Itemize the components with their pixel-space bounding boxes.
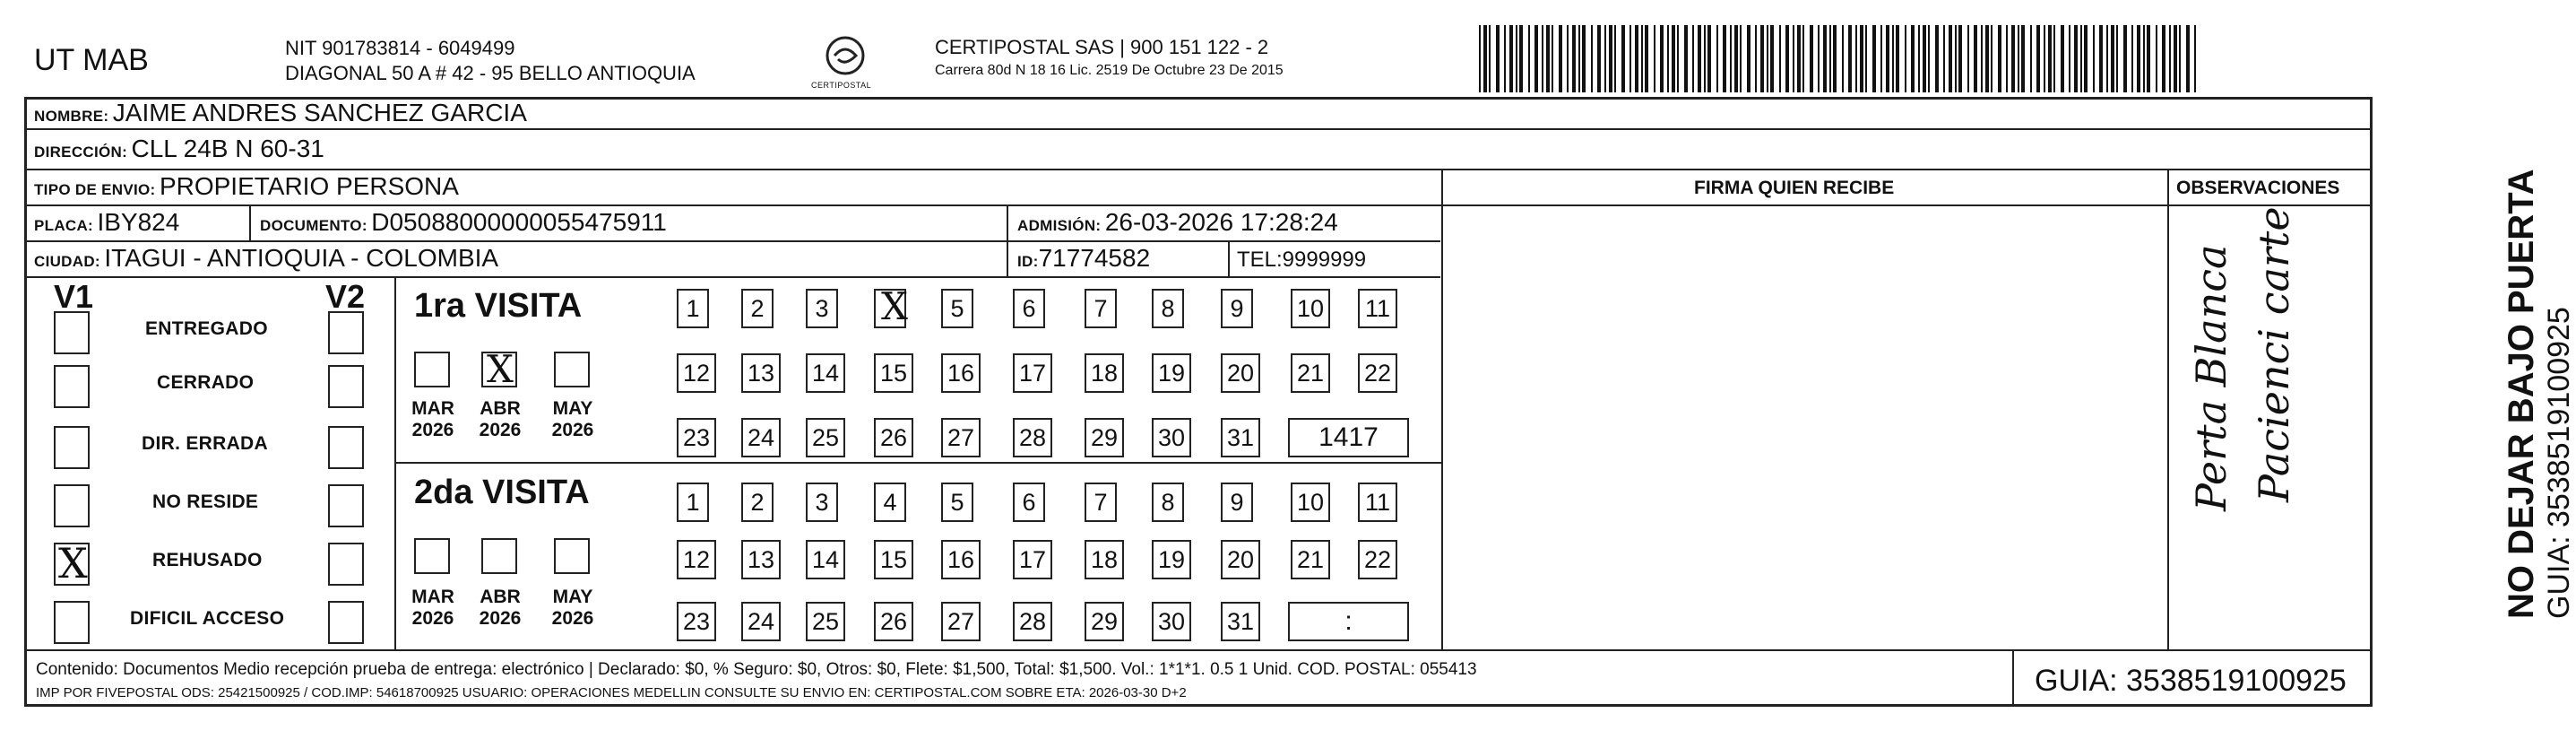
- day-box[interactable]: 8: [1152, 483, 1184, 522]
- side-guia: GUIA: 3538519100925: [2542, 307, 2576, 619]
- shipment-type: PROPIETARIO PERSONA: [159, 172, 459, 200]
- day-box[interactable]: 30: [1152, 418, 1191, 457]
- handwritten-note-1: Perta Blanca: [2187, 244, 2235, 511]
- v1-header: V1: [54, 278, 94, 315]
- day-box[interactable]: 1: [677, 289, 709, 328]
- day-box[interactable]: 19: [1152, 540, 1191, 579]
- day-box[interactable]: [874, 284, 908, 328]
- shipment-row: [34, 172, 459, 201]
- plate-cell: [34, 208, 179, 237]
- month-box[interactable]: [554, 538, 590, 574]
- day-box[interactable]: 6: [1013, 289, 1045, 328]
- status-option-label: REHUSADO: [152, 550, 263, 570]
- month-box[interactable]: [481, 347, 517, 391]
- v2-header: V2: [325, 278, 366, 315]
- company-nit: NIT 901783814 - 6049499: [285, 37, 515, 59]
- barcode: [1479, 25, 2196, 92]
- day-box[interactable]: 5: [941, 289, 973, 328]
- day-box[interactable]: 28: [1013, 418, 1052, 457]
- company-address: DIAGONAL 50 A # 42 - 95 BELLO ANTIOQUIA: [285, 62, 696, 84]
- v2-checkbox[interactable]: [328, 365, 364, 408]
- v2-checkbox[interactable]: [328, 484, 364, 527]
- day-box[interactable]: 16: [941, 353, 981, 393]
- v2-checkbox[interactable]: [328, 601, 364, 644]
- day-box[interactable]: 6: [1013, 483, 1045, 522]
- day-box[interactable]: 27: [941, 418, 981, 457]
- v2-checkbox[interactable]: [328, 426, 364, 469]
- admission-label: ADMISIÓN:: [1017, 217, 1102, 234]
- day-box[interactable]: 14: [806, 353, 845, 393]
- document-label: DOCUMENTO:: [260, 217, 367, 234]
- day-box[interactable]: 17: [1013, 353, 1052, 393]
- admission-value: 26-03-2026 17:28:24: [1104, 208, 1338, 236]
- month-label: MAY 2026: [551, 398, 594, 440]
- day-box[interactable]: 22: [1358, 353, 1397, 393]
- tel-value: TEL:9999999: [1237, 248, 1367, 272]
- city-label: CIUDAD:: [34, 253, 100, 270]
- first-visit-title: 1ra VISITA: [414, 287, 583, 325]
- city-value: ITAGUI - ANTIOQUIA - COLOMBIA: [104, 244, 499, 272]
- day-box[interactable]: 15: [874, 540, 913, 579]
- day-box[interactable]: 10: [1291, 289, 1330, 328]
- day-box[interactable]: 4: [874, 483, 906, 522]
- day-box[interactable]: 14: [806, 540, 845, 579]
- day-box[interactable]: 10: [1291, 483, 1330, 522]
- month-label: MAY 2026: [551, 587, 594, 629]
- company-name: UT MAB: [34, 43, 149, 77]
- day-box[interactable]: 24: [741, 602, 781, 641]
- day-box[interactable]: 3: [806, 289, 838, 328]
- day-box[interactable]: 7: [1085, 289, 1117, 328]
- day-box[interactable]: 25: [806, 418, 845, 457]
- second-visit-title: 2da VISITA: [414, 474, 590, 511]
- signature-header: FIRMA QUIEN RECIBE: [1694, 178, 1895, 198]
- day-box[interactable]: 30: [1152, 602, 1191, 641]
- day-box[interactable]: 26: [874, 418, 913, 457]
- day-box[interactable]: 13: [741, 540, 781, 579]
- id-value: 71774582: [1038, 244, 1151, 272]
- observations-header: OBSERVACIONES: [2176, 178, 2340, 198]
- day-box[interactable]: 18: [1085, 353, 1124, 393]
- day-box[interactable]: 23: [677, 418, 716, 457]
- day-box[interactable]: 19: [1152, 353, 1191, 393]
- month-box[interactable]: [414, 538, 450, 574]
- footer-print-info: IMP POR FIVEPOSTAL ODS: 25421500925 / COD.IMP: 54618700925 USUARIO: OPERACIONES MEDELLIN CONSULTE SU ENVIO EN: CERTIPOSTAL.COM SOBRE ETA: 2026-03-30 D+2: [36, 685, 1187, 700]
- status-option-label: ENTREGADO: [145, 318, 268, 339]
- status-option-label: CERRADO: [157, 372, 255, 393]
- month-label: MAR 2026: [411, 398, 454, 440]
- day-box[interactable]: 28: [1013, 602, 1052, 641]
- city-cell: [34, 244, 498, 273]
- carrier-name: CERTIPOSTAL SAS | 900 151 122 - 2: [935, 36, 1269, 58]
- address-label: DIRECCIÓN:: [34, 144, 128, 161]
- plate-value: IBY824: [97, 208, 180, 236]
- day-box[interactable]: 27: [941, 602, 981, 641]
- recipient-name: JAIME ANDRES SANCHEZ GARCIA: [112, 99, 527, 126]
- admission-cell: [1017, 208, 1338, 237]
- recipient-address: CLL 24B N 60-31: [131, 135, 324, 162]
- day-box[interactable]: 9: [1221, 483, 1253, 522]
- v1-checkbox[interactable]: [54, 484, 90, 527]
- month-check-mark: X: [487, 347, 514, 391]
- v1-checkbox[interactable]: [54, 539, 90, 587]
- day-box[interactable]: 26: [874, 602, 913, 641]
- month-box[interactable]: [554, 352, 590, 387]
- status-option-label: NO RESIDE: [152, 491, 259, 512]
- month-label: ABR 2026: [479, 587, 522, 629]
- status-option-label: DIFICIL ACCESO: [130, 608, 285, 629]
- day-box[interactable]: 9: [1221, 289, 1253, 328]
- document-value: D05088000000055475911: [371, 208, 667, 236]
- carrier-license: Carrera 80d N 18 16 Lic. 2519 De Octubre 23 De 2015: [935, 63, 1284, 78]
- name-label: NOMBRE:: [34, 108, 109, 125]
- month-label: MAR 2026: [411, 587, 454, 629]
- company-info: [285, 36, 696, 86]
- v1-checkbox[interactable]: [54, 311, 90, 354]
- v2-checkbox[interactable]: [328, 311, 364, 354]
- day-box[interactable]: 11: [1358, 289, 1397, 328]
- name-row: [34, 99, 527, 127]
- id-cell: [1017, 244, 1150, 273]
- second-visit-time-box[interactable]: :: [1288, 602, 1409, 641]
- first-visit-time-box[interactable]: 1417: [1288, 418, 1409, 457]
- day-box[interactable]: 21: [1291, 353, 1330, 393]
- day-box[interactable]: 20: [1221, 353, 1260, 393]
- logo-text: CERTIPOSTAL: [811, 81, 872, 90]
- day-box[interactable]: 31: [1221, 602, 1260, 641]
- status-option-label: DIR. ERRADA: [142, 433, 268, 454]
- v1-check-mark: X: [58, 539, 88, 587]
- day-check-mark: X: [881, 284, 908, 328]
- handwritten-note-2: Pacienci carte: [2250, 206, 2298, 502]
- day-box[interactable]: 8: [1152, 289, 1184, 328]
- day-box[interactable]: 31: [1221, 418, 1260, 457]
- day-box[interactable]: 21: [1291, 540, 1330, 579]
- day-box[interactable]: 12: [677, 540, 716, 579]
- day-box[interactable]: 12: [677, 353, 716, 393]
- plate-label: PLACA:: [34, 217, 94, 234]
- id-label: ID:: [1017, 253, 1039, 270]
- v1-checkbox[interactable]: [54, 426, 90, 469]
- day-box[interactable]: 2: [741, 289, 774, 328]
- v1-checkbox[interactable]: [54, 601, 90, 644]
- month-box[interactable]: [414, 352, 450, 387]
- day-box[interactable]: 7: [1085, 483, 1117, 522]
- day-box[interactable]: 29: [1085, 418, 1124, 457]
- day-box[interactable]: 29: [1085, 602, 1124, 641]
- day-box[interactable]: 5: [941, 483, 973, 522]
- day-box[interactable]: 1: [677, 483, 709, 522]
- footer-guia: GUIA: 3538519100925: [2035, 664, 2347, 698]
- day-box[interactable]: 25: [806, 602, 845, 641]
- day-box[interactable]: 2: [741, 483, 774, 522]
- day-box[interactable]: 24: [741, 418, 781, 457]
- footer-contents: Contenido: Documentos Medio recepción prueba de entrega: electrónico | Declarado: $0, % Seguro: $0, Otros: $0, Flete: $1,500, Total: $1,500. Vol.: 1*1*1. 0.5 1 Unid. COD. POSTAL: 055413: [36, 660, 1477, 679]
- day-box[interactable]: 15: [874, 353, 913, 393]
- month-box[interactable]: [481, 538, 517, 574]
- v1-checkbox[interactable]: [54, 365, 90, 408]
- day-box[interactable]: 3: [806, 483, 838, 522]
- day-box[interactable]: 18: [1085, 540, 1124, 579]
- month-label: ABR 2026: [479, 398, 522, 440]
- document-cell: [260, 208, 667, 237]
- day-box[interactable]: 22: [1358, 540, 1397, 579]
- day-box[interactable]: 16: [941, 540, 981, 579]
- day-box[interactable]: 11: [1358, 483, 1397, 522]
- address-row: [34, 135, 324, 163]
- side-title: NO DEJAR BAJO PUERTA: [2502, 169, 2541, 619]
- day-box[interactable]: 17: [1013, 540, 1052, 579]
- day-box[interactable]: 20: [1221, 540, 1260, 579]
- shipment-label: TIPO DE ENVIO:: [34, 181, 156, 198]
- day-box[interactable]: 23: [677, 602, 716, 641]
- v2-checkbox[interactable]: [328, 543, 364, 586]
- day-box[interactable]: 13: [741, 353, 781, 393]
- side-warning: [2501, 169, 2576, 619]
